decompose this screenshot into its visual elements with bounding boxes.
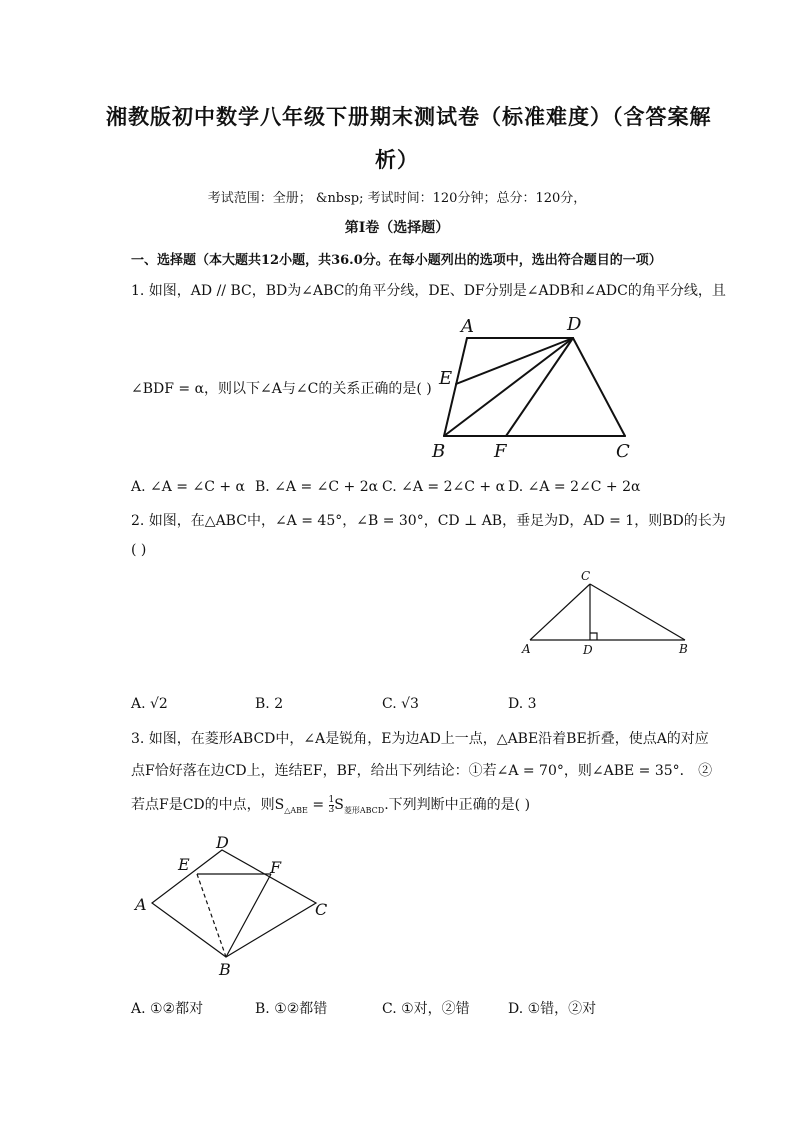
q1-label-A: A xyxy=(461,316,474,337)
q1-label-E: E xyxy=(439,368,453,389)
q1-text-line1: 1. 如图，AD // BC，BD为∠ABC的角平分线，DE、DF分别是∠ADB和∠ADC的角平分线，且 xyxy=(131,283,726,299)
q3-figure xyxy=(130,830,340,980)
q1-label-D: D xyxy=(567,314,582,335)
q1-option-d[interactable]: D. ∠A = 2∠C + 2α xyxy=(508,479,641,495)
q3-label-B: B xyxy=(219,960,231,979)
volume-heading: 第I卷（选择题） xyxy=(344,220,450,236)
q3-option-a[interactable]: A. ①②都对 xyxy=(131,1001,204,1017)
q1-label-C: C xyxy=(616,441,630,462)
exam-info: 考试范围：全册； &nbsp; 考试时间：120分钟；总分：120分， xyxy=(207,191,587,206)
q1-option-b[interactable]: B. ∠A = ∠C + 2α xyxy=(255,479,379,495)
q3-line3-prefix: 若点F是CD的中点，则S xyxy=(131,797,285,813)
q1-option-a[interactable]: A. ∠A = ∠C + α xyxy=(131,479,246,495)
q3-fraction-num: 1 xyxy=(328,794,335,805)
q3-line3-suffix: .下列判断中正确的是( ) xyxy=(384,797,531,813)
q2-figure xyxy=(515,568,695,660)
q3-option-d[interactable]: D. ①错，②对 xyxy=(508,1001,597,1017)
q3-subscript-rhombus: 菱形ABCD xyxy=(343,805,385,815)
q1-text-line2: ∠BDF = α，则以下∠A与∠C的关系正确的是( ) xyxy=(131,381,432,397)
q3-text-line2: 点F恰好落在边CD上，连结EF，BF，给出下列结论：①若∠A = 70°，则∠ABE = 35°． ② xyxy=(131,763,713,779)
q2-text-line1: 2. 如图，在△ABC中，∠A = 45°，∠B = 30°，CD ⊥ AB，垂足为D，AD = 1，则BD的长为 xyxy=(131,513,726,529)
q2-text-line2: ( ) xyxy=(131,542,147,558)
q3-label-F: F xyxy=(270,858,282,877)
q3-option-c[interactable]: C. ①对，②错 xyxy=(382,1001,470,1017)
q3-text-line3 xyxy=(131,794,530,816)
q3-fraction-den: 3 xyxy=(328,804,335,815)
q2-option-a[interactable]: A. √2 xyxy=(131,696,168,712)
q1-label-B: B xyxy=(432,441,446,462)
q2-label-A: A xyxy=(522,642,531,656)
document-title-line2: 析） xyxy=(375,147,419,172)
q2-option-b[interactable]: B. 2 xyxy=(255,696,284,712)
q3-label-D: D xyxy=(216,833,229,852)
q1-label-F: F xyxy=(494,441,507,462)
q1-figure xyxy=(425,312,645,468)
section-heading: 一、选择题（本大题共12小题，共36.0分。在每小题列出的选项中，选出符合题目的一项） xyxy=(131,253,662,268)
q1-option-c[interactable]: C. ∠A = 2∠C + α xyxy=(382,479,506,495)
q3-label-E: E xyxy=(178,855,190,874)
q2-option-c[interactable]: C. √3 xyxy=(382,696,419,712)
document-title-line1: 湘教版初中数学八年级下册期末测试卷（标准难度）（含答案解 xyxy=(106,104,712,129)
q2-label-C: C xyxy=(581,569,591,583)
q3-label-C: C xyxy=(315,900,328,919)
q3-subscript-abe: △ABE xyxy=(284,805,308,815)
q3-equals: = xyxy=(307,797,329,813)
q3-s-symbol: S xyxy=(334,797,344,813)
q3-option-b[interactable]: B. ①②都错 xyxy=(255,1001,328,1017)
q3-label-A: A xyxy=(135,895,147,914)
q2-label-B: B xyxy=(679,642,688,656)
q3-text-line1: 3. 如图，在菱形ABCD中，∠A是锐角，E为边AD上一点，△ABE沿着BE折叠，使点A的对应 xyxy=(131,731,709,747)
q2-option-d[interactable]: D. 3 xyxy=(508,696,537,712)
q2-label-D: D xyxy=(583,643,593,657)
